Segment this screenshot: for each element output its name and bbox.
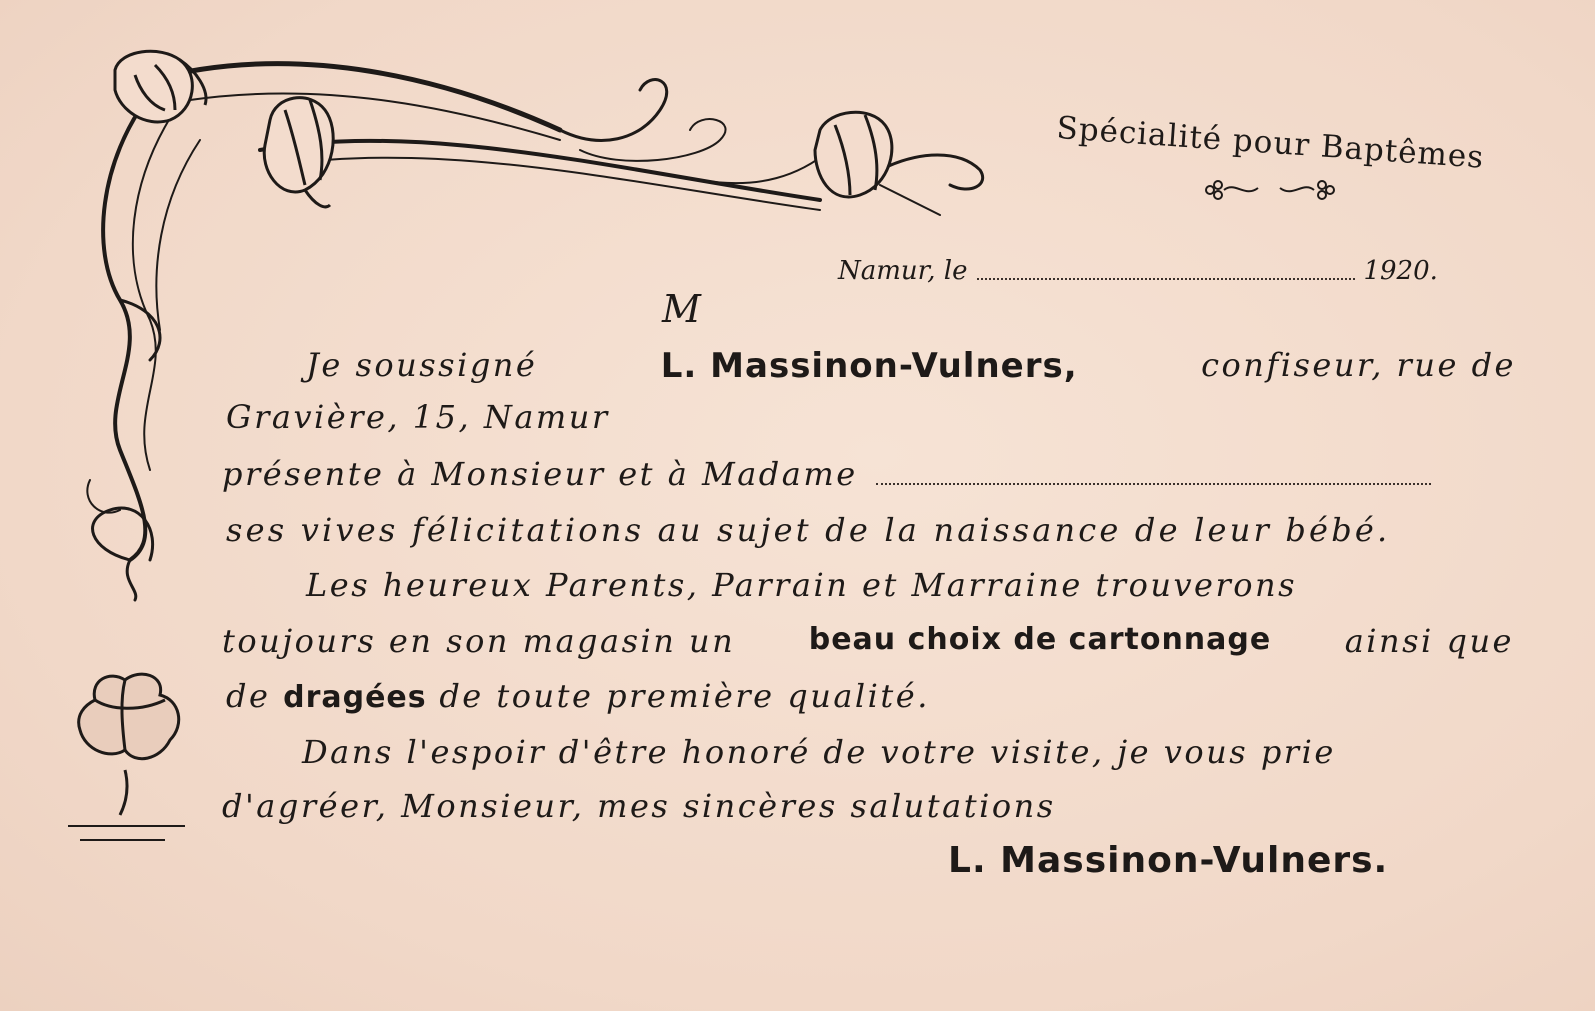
year-label: 1920. — [1363, 256, 1438, 286]
body-line-7 — [226, 677, 930, 715]
body-line-5: Les heureux Parents, Parrain et Marraine trouverons — [306, 566, 1298, 604]
highlight-text: dragées — [283, 680, 427, 715]
body-line-1 — [306, 346, 1516, 386]
sender-name: L. Massinon-Vulners, — [660, 346, 1078, 386]
body-text: de — [226, 677, 271, 715]
body-line-8: Dans l'espoir d'être honoré de votre visite, je vous prie — [302, 733, 1336, 771]
specialty-heading: Spécialité pour Baptêmes — [1055, 110, 1486, 176]
place-label: Namur, le — [838, 256, 968, 286]
body-line-9: d'agréer, Monsieur, mes sincères salutations — [222, 787, 1056, 825]
body-line-2: Gravière, 15, Namur — [226, 398, 610, 436]
recipient-name-field — [876, 483, 1431, 485]
profession-text: confiseur, rue de — [1201, 346, 1516, 384]
body-text: de toute première qualité. — [439, 677, 930, 715]
signature: L. Massinon-Vulners. — [948, 840, 1389, 881]
recipient-intro: présente à Monsieur et à Madame — [222, 455, 858, 493]
small-flourish-ornament — [1200, 176, 1340, 206]
body-line-3 — [222, 455, 1514, 493]
salutation-initial: M — [662, 287, 701, 331]
intro-text: Je soussigné — [306, 346, 538, 384]
highlight-text: beau choix de cartonnage — [808, 622, 1272, 657]
date-field — [977, 278, 1355, 280]
body-text: toujours en son magasin un — [222, 622, 736, 660]
date-line — [838, 256, 1438, 286]
body-text: ainsi que — [1344, 622, 1514, 660]
body-line-4: ses vives félicitations au sujet de la naissance de leur bébé. — [226, 511, 1391, 549]
body-line-6 — [222, 622, 1514, 660]
pansy-icon — [79, 674, 179, 815]
